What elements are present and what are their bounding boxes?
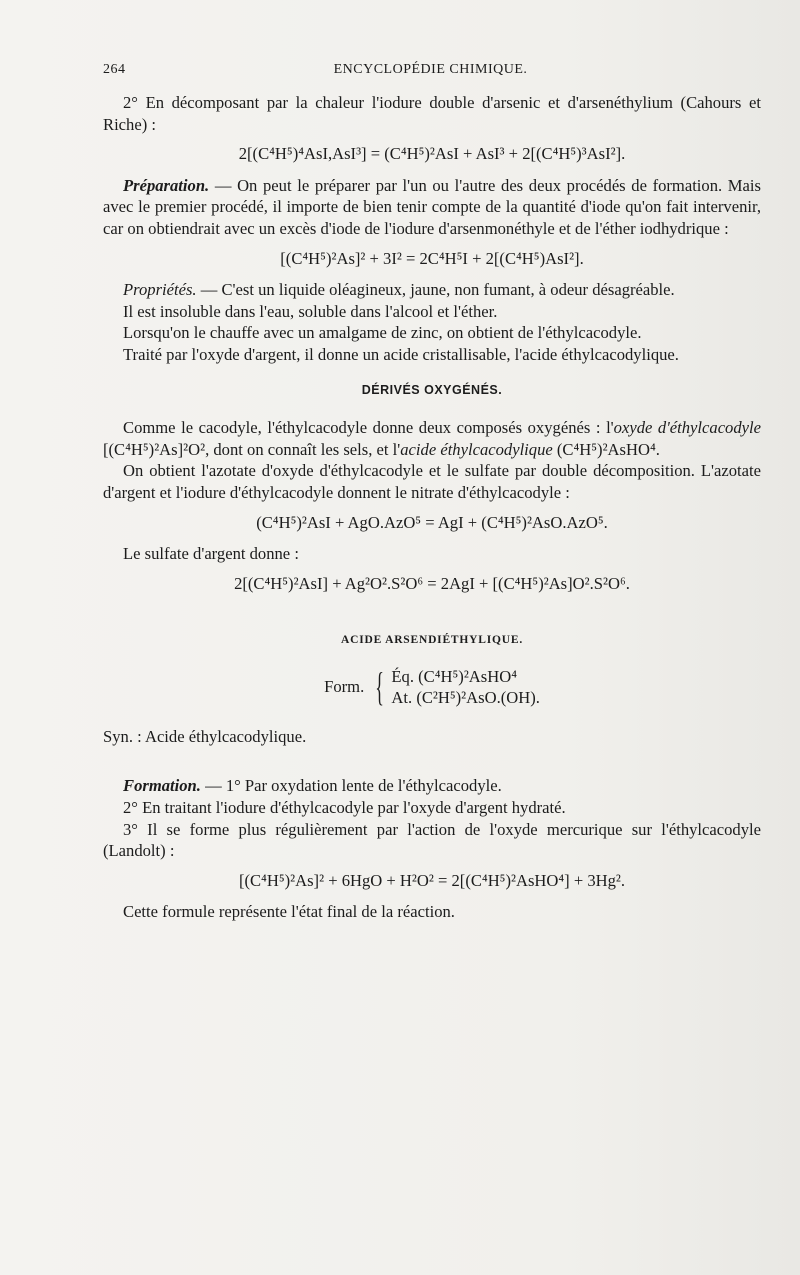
form-label: Form. bbox=[324, 677, 365, 697]
paragraph-proprietes bbox=[103, 279, 761, 301]
paragraph-formation-3: 3° Il se forme plus régulièrement par l'action de l'oxyde mercurique sur l'éthylcacodyle (Landolt) : bbox=[103, 819, 761, 861]
heading-proprietes: Propriétés. bbox=[123, 280, 197, 300]
paragraph-sulfate: Le sulfate d'argent donne : bbox=[123, 544, 299, 564]
page-number: 264 bbox=[103, 62, 126, 77]
derives-acide: acide éthylcacodylique bbox=[400, 439, 553, 459]
derives-oxyde: oxyde d'éthylcacodyle bbox=[613, 418, 761, 438]
formula-sulfate: 2[(C⁴H⁵)²AsI] + Ag²O².S²O⁶ = 2AgI + [(C⁴H⁵)²As]O².S²O⁶. bbox=[234, 573, 630, 593]
paragraph-derives bbox=[103, 417, 761, 460]
derives-text-b: [(C⁴H⁵)²As]²O², dont on connaît les sels, et l' bbox=[103, 439, 401, 459]
form-atomic: At. (C²H⁵)²AsO.(OH). bbox=[391, 687, 540, 707]
derives-text-c: (C⁴H⁵)²AsHO⁴. bbox=[552, 439, 660, 459]
heading-formation: Formation. bbox=[123, 776, 201, 796]
heading-preparation: Préparation. bbox=[123, 175, 210, 195]
formation-text: — 1° Par oxydation lente de l'éthylcacodyle. bbox=[200, 776, 502, 796]
form-lines bbox=[391, 666, 539, 708]
formula-preparation: [(C⁴H⁵)²As]² + 3I² = 2C⁴H⁵I + 2[(C⁴H⁵)AsI²]. bbox=[280, 248, 584, 268]
derives-text-a: Comme le cacodyle, l'éthylcacodyle donne deux composés oxygénés : l' bbox=[123, 418, 614, 438]
paragraph-chauffe: Lorsqu'on le chauffe avec un amalgame de zinc, on obtient de l'éthylcacodyle. bbox=[123, 323, 642, 343]
section-title-derives: DÉRIVÉS OXYGÉNÉS. bbox=[361, 382, 503, 397]
form-equivalent: Éq. (C⁴H⁵)²AsHO⁴ bbox=[391, 666, 517, 686]
paragraph-azotate: On obtient l'azotate d'oxyde d'éthylcacodyle et le sulfate par double décomposition. L'azotate d'argent et l'iodure d'éthylcacodyle donnent le nitrate d'éthylcacodyle : bbox=[103, 461, 761, 502]
formula-landolt: [(C⁴H⁵)²As]² + 6HgO + H²O² = 2[(C⁴H⁵)²AsHO⁴] + 3Hg². bbox=[238, 870, 626, 890]
formula-nitrate: (C⁴H⁵)²AsI + AgO.AzO⁵ = AgI + (C⁴H⁵)²AsO.AzO⁵. bbox=[256, 512, 608, 532]
running-title: ENCYCLOPÉDIE CHIMIQUE. bbox=[333, 62, 528, 77]
page-header bbox=[103, 62, 758, 84]
brace-symbol: { bbox=[375, 663, 385, 709]
paragraph-traite: Traité par l'oxyde d'argent, il donne un acide cristallisable, l'acide éthylcacodylique. bbox=[123, 344, 679, 364]
section-title-acide: ACIDE ARSENDIÉTHYLIQUE. bbox=[341, 634, 523, 647]
preparation-text: — On peut le préparer par l'un ou l'autre des deux procédés de formation. Mais avec le premier procédé, il importe de bien tenir compte de la quantité d'iode qu'on fait intervenir, car on obtiendrait avec un excès d'iode de l'iodure d'arsenmonéthyle et de l'éther iodhydrique : bbox=[103, 175, 761, 238]
paragraph-final: Cette formule représente l'état final de la réaction. bbox=[123, 902, 455, 922]
paragraph-formation-2: 2° En traitant l'iodure d'éthylcacodyle par l'oxyde d'argent hydraté. bbox=[123, 798, 566, 818]
paragraph-decomposition: 2° En décomposant par la chaleur l'iodure double d'arsenic et d'arsenéthylium (Cahours et Riche) : bbox=[103, 93, 761, 134]
paragraph-preparation bbox=[103, 175, 761, 240]
body-text bbox=[103, 92, 761, 923]
formula-block bbox=[103, 663, 761, 709]
paragraph-insoluble: Il est insoluble dans l'eau, soluble dans l'alcool et l'éther. bbox=[123, 301, 498, 321]
paragraph-formation bbox=[103, 775, 761, 797]
synonym: Syn. : Acide éthylcacodylique. bbox=[103, 726, 307, 746]
formula-decomposition: 2[(C⁴H⁵)⁴AsI,AsI³] = (C⁴H⁵)²AsI + AsI³ + 2[(C⁴H⁵)³AsI²]. bbox=[238, 144, 626, 164]
proprietes-text: — C'est un liquide oléagineux, jaune, non fumant, à odeur désagréable. bbox=[196, 280, 675, 300]
